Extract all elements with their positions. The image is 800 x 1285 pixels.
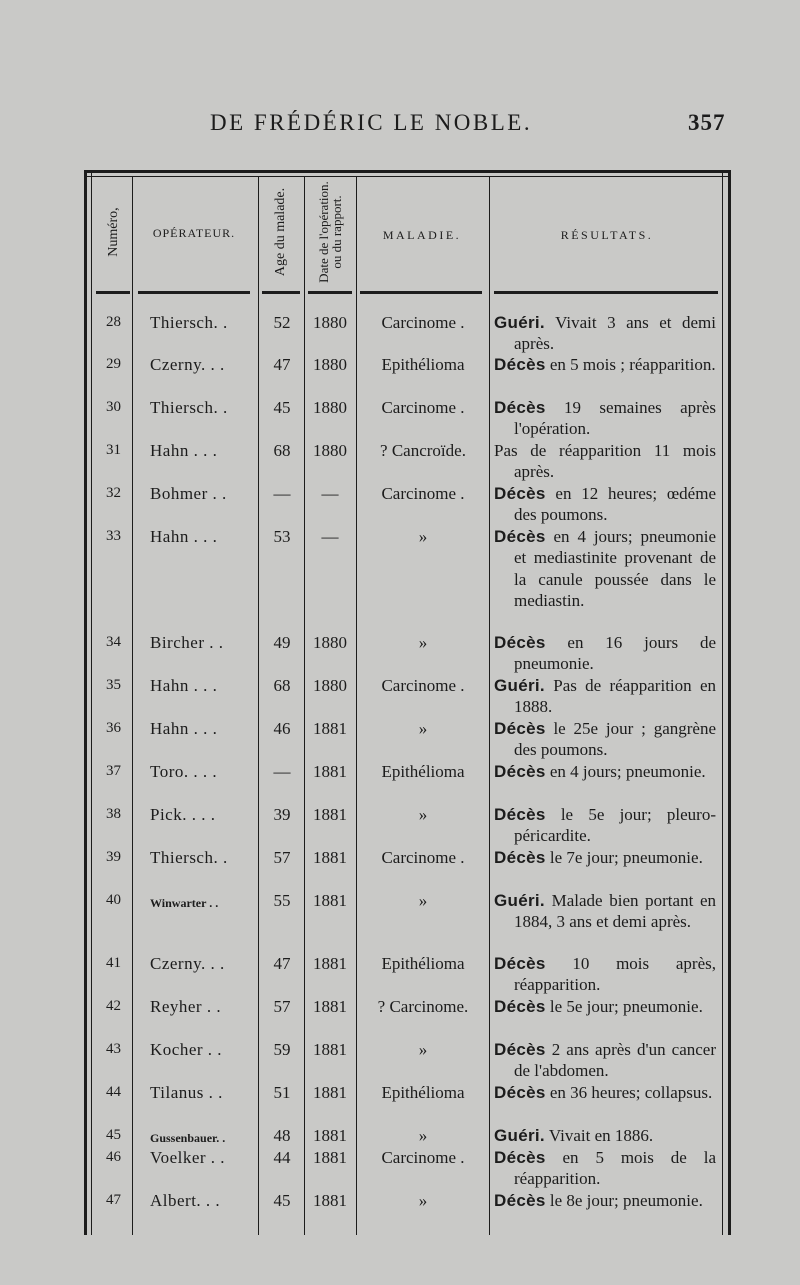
row-age: 57 [273,848,291,867]
header-numero: Numéro, [106,207,121,257]
row-result [494,354,716,375]
row-result [494,397,716,440]
row-operator: Czerny. . . [150,355,225,374]
result-outcome: Décès [494,762,546,781]
row-date: — [321,527,339,546]
row-date: 1880 [313,355,347,374]
row-age: 45 [273,398,291,417]
row-age: 59 [273,1040,291,1059]
header-underline [308,291,352,294]
row-date: 1880 [313,633,347,652]
header-operateur: OPÉRATEUR. [152,226,236,240]
row-operator: Thiersch. . [150,313,228,332]
row-number: 42 [106,998,121,1014]
header-underline [96,291,130,294]
row-disease: » [418,1191,428,1210]
row-disease: » [418,633,428,652]
result-detail: le 7e jour; pneumonie. [545,848,703,867]
row-number: 38 [106,806,121,822]
row-operator: Kocher . . [150,1040,223,1059]
result-outcome: Guéri. [494,313,545,332]
row-result [494,890,716,933]
header-underline [494,291,718,294]
result-detail: en 5 mois ; réapparition. [545,355,716,374]
result-outcome: Guéri. [494,891,545,910]
page-number: 357 [688,110,726,135]
header-resultats: RÉSULTATS. [560,228,654,242]
result-outcome: Guéri. [494,676,545,695]
row-date: 1880 [313,398,347,417]
result-detail: en 4 jours; pneumonie et mediastinite provenant de la canule poussée dans le mediastin. [514,527,716,610]
row-operator: Toro. . . . [150,762,218,781]
row-operator: Thiersch. . [150,398,228,417]
row-disease: Carcinome . [381,848,465,867]
row-disease: Epithélioma [381,762,465,781]
row-age: 49 [273,633,291,652]
row-age: 47 [273,954,291,973]
row-date: 1881 [313,805,347,824]
row-result [494,1039,716,1082]
row-age: 68 [273,441,291,460]
row-date: 1881 [313,762,347,781]
row-number: 45 [106,1127,121,1143]
row-disease: » [418,719,428,738]
row-result [494,953,716,996]
result-outcome: Décès [494,1040,546,1059]
row-disease: ? Cancroïde. [380,441,466,460]
row-date: 1881 [313,719,347,738]
row-number: 33 [106,528,121,544]
result-detail: Pas de réapparition en 1888. [514,676,716,717]
row-age: — [273,762,291,781]
row-date: 1881 [313,1148,347,1167]
header-age: Age du malade. [273,187,288,277]
header-maladie: MALADIE. [382,228,462,242]
row-disease: Carcinome . [381,484,465,503]
table-top-rule [84,170,729,177]
row-operator: Hahn . . . [150,441,218,460]
row-disease: Carcinome . [381,1148,465,1167]
result-detail: Vivait 3 ans et demi après. [514,313,716,354]
row-number: 35 [106,677,121,693]
row-age: 68 [273,676,291,695]
row-number: 32 [106,485,121,501]
header-underline [360,291,482,294]
row-disease: Epithélioma [381,355,465,374]
row-date: 1881 [313,891,347,910]
row-number: 28 [106,314,121,330]
row-disease: Epithélioma [381,954,465,973]
header-underline [262,291,300,294]
row-disease: ? Carcinome. [377,997,469,1016]
row-date: 1880 [313,441,347,460]
row-age: 39 [273,805,291,824]
row-date: 1881 [313,1040,347,1059]
result-outcome: Décès [494,355,546,374]
column-divider [489,177,490,1235]
row-number: 47 [106,1192,121,1208]
row-operator: Hahn . . . [150,527,218,546]
row-operator: Bohmer . . [150,484,227,503]
column-divider [356,177,357,1235]
row-result [494,1147,716,1190]
row-number: 37 [106,763,121,779]
result-outcome: Décès [494,719,546,738]
result-detail: en 16 jours de pneumonie. [514,633,716,674]
running-head [0,110,800,140]
row-operator: Hahn . . . [150,719,218,738]
row-age: 51 [273,1083,291,1102]
row-result [494,526,716,611]
row-result [494,675,716,718]
row-age: 44 [273,1148,291,1167]
row-result [494,761,716,782]
result-detail: Vivait en 1886. [544,1126,654,1145]
row-disease: Carcinome . [381,398,465,417]
row-age: 47 [273,355,291,374]
row-date: 1881 [313,848,347,867]
running-title: DE FRÉDÉRIC LE NOBLE. [210,110,533,135]
result-outcome: Guéri. [494,1126,545,1145]
row-number: 36 [106,720,121,736]
row-disease: » [418,891,428,910]
result-detail: en 5 mois de la réapparition. [514,1148,716,1189]
result-detail: 10 mois après, réapparition. [514,954,716,995]
result-outcome: Décès [494,633,546,652]
row-disease: » [418,805,428,824]
row-age: 45 [273,1191,291,1210]
result-outcome: Décès [494,848,546,867]
row-result [494,1082,716,1103]
result-outcome: Décès [494,1083,546,1102]
row-date: 1881 [313,1083,347,1102]
row-date: 1880 [313,676,347,695]
row-operator: Pick. . . . [150,805,216,824]
result-detail: le 8e jour; pneumonie. [545,1191,703,1210]
row-operator: Albert. . . [150,1191,221,1210]
row-number: 29 [106,356,121,372]
row-result [494,718,716,761]
row-operator: Tilanus . . [150,1083,223,1102]
row-operator: Czerny. . . [150,954,225,973]
row-operator: Thiersch. . [150,848,228,867]
row-operator: Bircher . . [150,633,224,652]
column-divider [304,177,305,1235]
result-detail: le 5e jour; pleuro-péricardite. [514,805,716,846]
table-left-rule [84,170,92,1235]
row-result [494,312,716,355]
row-age: — [273,484,291,503]
row-result [494,1190,716,1211]
row-disease: » [418,527,428,546]
row-result [494,483,716,526]
row-date: 1881 [313,1191,347,1210]
row-number: 34 [106,634,121,650]
result-detail: Malade bien portant en 1884, 3 ans et demi après. [514,891,716,932]
result-detail: en 36 heures; collapsus. [545,1083,713,1102]
column-divider [132,177,133,1235]
row-operator: Reyher . . [150,997,222,1016]
row-date: 1881 [313,1126,347,1145]
result-detail: le 5e jour; pneumonie. [545,997,703,1016]
row-age: 46 [273,719,291,738]
row-operator: Gussenbauer. . [150,1131,226,1145]
row-operator: Voelker . . [150,1148,226,1167]
row-disease: Epithélioma [381,1083,465,1102]
result-outcome: Décès [494,398,546,417]
result-outcome: Décès [494,484,546,503]
row-date: — [321,484,339,503]
row-date: 1881 [313,997,347,1016]
row-result [494,996,716,1017]
row-number: 39 [106,849,121,865]
header-date: Date de l'opération. ou du rapport. [316,181,344,283]
row-result [494,632,716,675]
row-result [494,847,716,868]
result-outcome: Décès [494,527,546,546]
result-detail: le 25e jour ; gangrène des poumons. [514,719,716,760]
row-number: 30 [106,399,121,415]
row-operator: Hahn . . . [150,676,218,695]
row-age: 48 [273,1126,291,1145]
row-disease: Carcinome . [381,313,465,332]
row-disease: » [418,1126,428,1145]
row-disease: » [418,1040,428,1059]
result-detail: en 12 heures; œdéme des poumons. [514,484,716,525]
row-operator: Winwarter . . [150,896,219,910]
row-age: 57 [273,997,291,1016]
result-outcome: Décès [494,954,546,973]
result-outcome: Décès [494,997,546,1016]
header-underline [138,291,250,294]
row-age: 53 [273,527,291,546]
row-number: 31 [106,442,121,458]
result-detail: en 4 jours; pneumonie. [545,762,706,781]
result-detail: Pas de réapparition 11 mois après. [494,441,716,482]
row-number: 40 [106,892,121,908]
row-result [494,1125,716,1146]
result-detail: 19 semaines après l'opération. [514,398,716,439]
row-age: 52 [273,313,291,332]
result-detail: 2 ans après d'un cancer de l'abdomen. [514,1040,716,1081]
row-age: 55 [273,891,291,910]
result-outcome: Décès [494,805,546,824]
row-result [494,440,716,483]
result-outcome: Décès [494,1191,546,1210]
row-date: 1881 [313,954,347,973]
row-number: 41 [106,955,121,971]
row-disease: Carcinome . [381,676,465,695]
table-right-rule [722,170,731,1235]
column-divider [258,177,259,1235]
row-number: 44 [106,1084,121,1100]
row-number: 43 [106,1041,121,1057]
row-date: 1880 [313,313,347,332]
result-outcome: Décès [494,1148,546,1167]
row-result [494,804,716,847]
row-number: 46 [106,1149,121,1165]
